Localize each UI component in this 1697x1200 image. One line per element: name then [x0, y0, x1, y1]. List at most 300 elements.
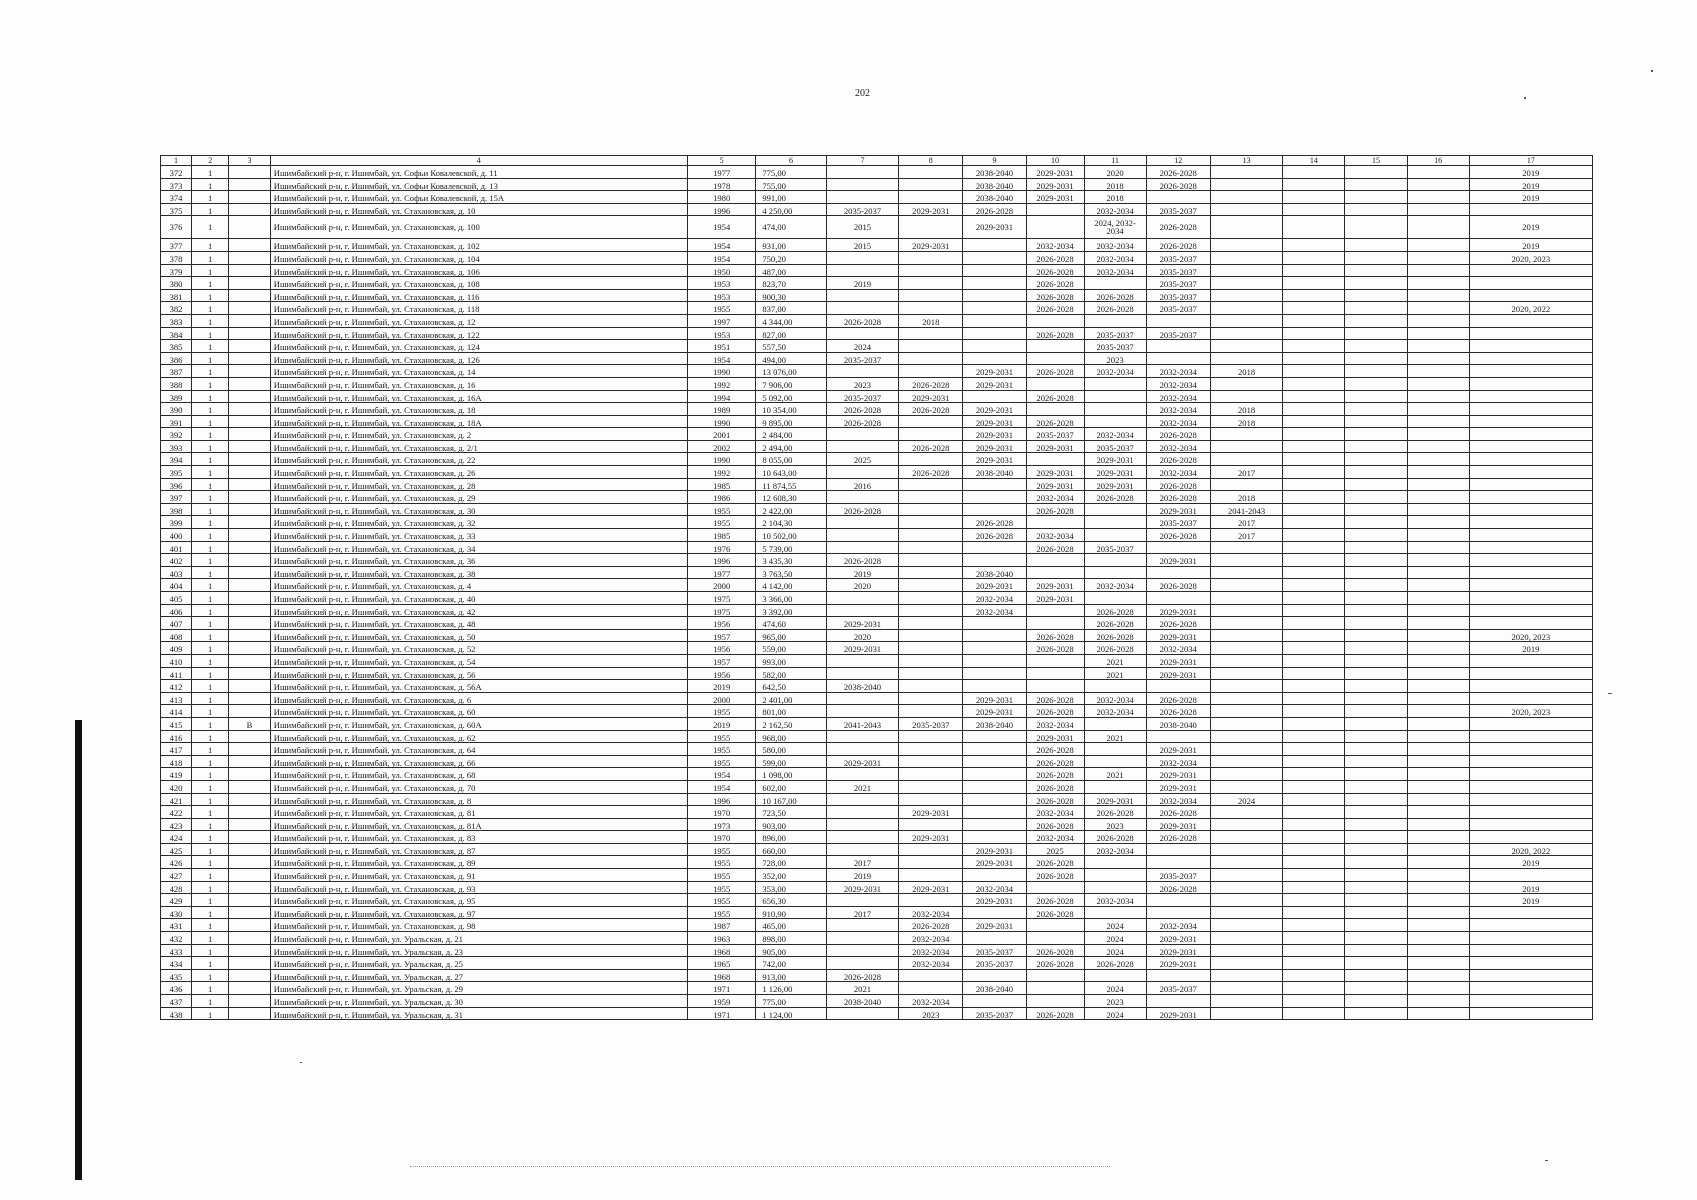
table-cell: 413: [161, 692, 192, 705]
table-cell: 2026-2028: [1026, 503, 1084, 516]
table-cell: [899, 503, 963, 516]
table-cell: 2019: [1469, 894, 1592, 907]
table-cell: [1407, 251, 1469, 264]
table-cell: [963, 340, 1026, 353]
table-cell: 2038-2040: [963, 191, 1026, 204]
table-cell: [963, 390, 1026, 403]
address-cell: Ишимбайский р-н, г. Ишимбай, ул. Стахановская, д. 6: [270, 692, 687, 705]
table-cell: 474,00: [756, 216, 826, 239]
table-cell: [1283, 617, 1345, 630]
table-cell: 427: [161, 869, 192, 882]
table-cell: [1210, 642, 1282, 655]
table-cell: 2029-2031: [963, 843, 1026, 856]
table-cell: [1407, 377, 1469, 390]
table-cell: [229, 491, 270, 504]
table-cell: [1283, 818, 1345, 831]
table-cell: 1968: [688, 969, 756, 982]
table-cell: 1955: [688, 906, 756, 919]
table-cell: [1210, 629, 1282, 642]
table-cell: [1283, 415, 1345, 428]
table-cell: [1469, 516, 1592, 529]
table-cell: 2035-2037: [1084, 340, 1146, 353]
table-cell: 2018: [1084, 178, 1146, 191]
table-cell: [1407, 982, 1469, 995]
address-cell: Ишимбайский р-н, г. Ишимбай, ул. Стахановская, д. 18А: [270, 415, 687, 428]
table-cell: [826, 529, 898, 542]
table-cell: 1: [192, 654, 229, 667]
table-cell: 2032-2034: [1026, 529, 1084, 542]
table-cell: 1: [192, 566, 229, 579]
address-cell: Ишимбайский р-н, г. Ишимбай, ул. Стахановская, д. 102: [270, 239, 687, 252]
table-row: [161, 969, 1593, 982]
table-cell: [899, 491, 963, 504]
table-cell: [229, 327, 270, 340]
table-cell: [1283, 314, 1345, 327]
scan-speck: [300, 1062, 302, 1063]
table-cell: [1210, 352, 1282, 365]
table-cell: [1469, 617, 1592, 630]
table-cell: 2026-2028: [1026, 818, 1084, 831]
table-cell: 2026-2028: [1084, 604, 1146, 617]
table-cell: 2015: [826, 239, 898, 252]
table-cell: 2026-2028: [963, 529, 1026, 542]
table-cell: [229, 692, 270, 705]
address-cell: Ишимбайский р-н, г. Ишимбай, ул. Стахановская, д. 10: [270, 203, 687, 216]
table-cell: 2032-2034: [899, 944, 963, 957]
table-cell: 2029-2031: [963, 705, 1026, 718]
table-cell: [1345, 216, 1407, 239]
table-cell: [229, 932, 270, 945]
table-cell: 2029-2031: [1026, 466, 1084, 479]
table-cell: [1469, 340, 1592, 353]
table-cell: [1345, 554, 1407, 567]
table-cell: 11 874,55: [756, 478, 826, 491]
table-cell: [1345, 806, 1407, 819]
table-cell: 383: [161, 314, 192, 327]
table-cell: 2032-2034: [1146, 415, 1210, 428]
address-cell: Ишимбайский р-н, г. Ишимбай, ул. Стахановская, д. 56А: [270, 680, 687, 693]
table-cell: [899, 667, 963, 680]
table-cell: [1283, 365, 1345, 378]
table-cell: [1026, 654, 1084, 667]
table-cell: 2029-2031: [1146, 503, 1210, 516]
table-cell: 3 763,50: [756, 566, 826, 579]
table-cell: [1084, 516, 1146, 529]
table-cell: [1210, 806, 1282, 819]
table-cell: 1954: [688, 251, 756, 264]
table-cell: 1951: [688, 340, 756, 353]
address-cell: Ишимбайский р-н, г. Ишимбай, ул. Стахановская, д. 50: [270, 629, 687, 642]
table-row: [161, 592, 1593, 605]
table-cell: [229, 191, 270, 204]
table-cell: [1407, 302, 1469, 315]
table-row: [161, 239, 1593, 252]
table-cell: 420: [161, 780, 192, 793]
table-cell: 2029-2031: [1026, 166, 1084, 179]
table-cell: [963, 667, 1026, 680]
table-cell: 426: [161, 856, 192, 869]
table-cell: [826, 302, 898, 315]
table-cell: [1469, 352, 1592, 365]
table-cell: 1971: [688, 982, 756, 995]
table-cell: 1: [192, 995, 229, 1008]
table-cell: 2021: [826, 780, 898, 793]
table-cell: [963, 352, 1026, 365]
address-cell: Ишимбайский р-н, г. Ишимбай, ул. Стахановская, д. 52: [270, 642, 687, 655]
address-cell: Ишимбайский р-н, г. Ишимбай, ул. Стахановская, д. 98: [270, 919, 687, 932]
table-cell: [1084, 314, 1146, 327]
table-cell: 2032-2034: [1026, 239, 1084, 252]
table-cell: 393: [161, 440, 192, 453]
table-cell: [1283, 592, 1345, 605]
table-cell: 2026-2028: [1146, 239, 1210, 252]
table-cell: 2 162,50: [756, 717, 826, 730]
table-cell: [963, 478, 1026, 491]
table-cell: 418: [161, 755, 192, 768]
table-cell: 2029-2031: [899, 831, 963, 844]
table-cell: 2026-2028: [1146, 428, 1210, 441]
table-cell: 2018: [1210, 491, 1282, 504]
table-cell: 1: [192, 277, 229, 290]
table-cell: 1: [192, 604, 229, 617]
table-cell: [229, 302, 270, 315]
column-number-cell: 17: [1469, 156, 1592, 166]
table-cell: 2026-2028: [1146, 478, 1210, 491]
table-cell: [1407, 944, 1469, 957]
table-cell: 2020, 2023: [1469, 629, 1592, 642]
table-cell: [1407, 932, 1469, 945]
table-row: [161, 642, 1593, 655]
table-cell: 2026-2028: [1026, 251, 1084, 264]
table-cell: 2032-2034: [1084, 579, 1146, 592]
table-cell: 1: [192, 957, 229, 970]
table-cell: [1084, 856, 1146, 869]
page-number: 202: [855, 88, 870, 99]
table-row: [161, 806, 1593, 819]
table-cell: [229, 178, 270, 191]
table-cell: 419: [161, 768, 192, 781]
table-cell: [1084, 780, 1146, 793]
table-cell: 379: [161, 264, 192, 277]
table-cell: [229, 919, 270, 932]
table-cell: [1407, 466, 1469, 479]
table-row: [161, 466, 1593, 479]
table-cell: 425: [161, 843, 192, 856]
table-cell: 2026-2028: [1146, 529, 1210, 542]
table-cell: 1: [192, 667, 229, 680]
table-cell: [229, 529, 270, 542]
address-cell: Ишимбайский р-н, г. Ишимбай, ул. Стахановская, д. 18: [270, 403, 687, 416]
table-cell: [229, 478, 270, 491]
table-cell: [1283, 178, 1345, 191]
table-cell: 2032-2034: [1146, 466, 1210, 479]
table-row: [161, 995, 1593, 1008]
table-cell: 1: [192, 780, 229, 793]
table-cell: 378: [161, 251, 192, 264]
table-cell: 1: [192, 377, 229, 390]
table-cell: [1026, 667, 1084, 680]
table-cell: [1407, 717, 1469, 730]
table-cell: [826, 843, 898, 856]
table-cell: [1283, 730, 1345, 743]
table-cell: [1469, 957, 1592, 970]
table-cell: 2029-2031: [899, 881, 963, 894]
table-cell: [229, 251, 270, 264]
table-cell: [1469, 529, 1592, 542]
table-cell: [1407, 869, 1469, 882]
table-cell: 2019: [1469, 178, 1592, 191]
table-cell: 2026-2028: [1146, 178, 1210, 191]
table-cell: [899, 743, 963, 756]
table-cell: [899, 604, 963, 617]
table-cell: [1210, 843, 1282, 856]
table-cell: [1283, 629, 1345, 642]
table-cell: [1026, 203, 1084, 216]
table-cell: 2019: [688, 717, 756, 730]
table-cell: 1992: [688, 466, 756, 479]
table-cell: [1407, 768, 1469, 781]
table-cell: [1345, 166, 1407, 179]
table-row: [161, 843, 1593, 856]
table-cell: [1345, 251, 1407, 264]
table-cell: 823,70: [756, 277, 826, 290]
table-cell: 2035-2037: [1146, 277, 1210, 290]
table-cell: [1283, 264, 1345, 277]
table-cell: [1345, 906, 1407, 919]
table-cell: 2026-2028: [1026, 1007, 1084, 1020]
table-cell: 968,00: [756, 730, 826, 743]
table-cell: [1345, 478, 1407, 491]
address-cell: Ишимбайский р-н, г. Ишимбай, ул. Стахановская, д. 8: [270, 793, 687, 806]
table-cell: [826, 466, 898, 479]
table-cell: [899, 680, 963, 693]
table-row: [161, 251, 1593, 264]
table-cell: [1469, 717, 1592, 730]
table-cell: [1210, 453, 1282, 466]
table-cell: 2032-2034: [1146, 365, 1210, 378]
table-cell: [963, 818, 1026, 831]
table-cell: [1407, 642, 1469, 655]
table-cell: [1210, 166, 1282, 179]
table-row: [161, 478, 1593, 491]
table-cell: [1210, 251, 1282, 264]
table-cell: [1283, 680, 1345, 693]
table-cell: [1407, 629, 1469, 642]
table-cell: 2019: [1469, 856, 1592, 869]
table-cell: [1345, 743, 1407, 756]
table-cell: [229, 982, 270, 995]
table-cell: [1210, 768, 1282, 781]
table-cell: [1283, 944, 1345, 957]
column-number-cell: 9: [963, 156, 1026, 166]
table-cell: 2023: [899, 1007, 963, 1020]
table-cell: 2035-2037: [1146, 264, 1210, 277]
table-cell: [229, 831, 270, 844]
table-row: [161, 390, 1593, 403]
table-cell: 1973: [688, 818, 756, 831]
table-cell: [1407, 793, 1469, 806]
table-cell: [229, 818, 270, 831]
table-cell: [899, 869, 963, 882]
table-cell: [229, 667, 270, 680]
table-cell: 2029-2031: [1146, 932, 1210, 945]
table-cell: [1210, 995, 1282, 1008]
table-cell: [1283, 390, 1345, 403]
table-cell: 898,00: [756, 932, 826, 945]
table-cell: [229, 415, 270, 428]
table-cell: [1210, 289, 1282, 302]
table-cell: 2032-2034: [1026, 831, 1084, 844]
table-cell: 2026-2028: [1146, 617, 1210, 630]
table-cell: 1975: [688, 592, 756, 605]
table-cell: [1210, 944, 1282, 957]
address-cell: Ишимбайский р-н, г. Ишимбай, ул. Уральская, д. 23: [270, 944, 687, 957]
table-cell: 1971: [688, 1007, 756, 1020]
table-cell: [229, 906, 270, 919]
table-cell: [1026, 516, 1084, 529]
table-cell: [1345, 516, 1407, 529]
table-cell: 2021: [826, 982, 898, 995]
table-cell: [1084, 680, 1146, 693]
table-row: [161, 503, 1593, 516]
table-cell: 2032-2034: [1146, 642, 1210, 655]
table-cell: [1407, 440, 1469, 453]
table-cell: [963, 654, 1026, 667]
table-cell: [826, 692, 898, 705]
table-cell: 1992: [688, 377, 756, 390]
table-cell: [899, 843, 963, 856]
table-cell: 394: [161, 453, 192, 466]
table-cell: [1345, 629, 1407, 642]
address-cell: Ишимбайский р-н, г. Ишимбай, ул. Стахановская, д. 66: [270, 755, 687, 768]
table-cell: [1210, 881, 1282, 894]
table-cell: [1146, 856, 1210, 869]
table-cell: [1345, 604, 1407, 617]
table-cell: [229, 755, 270, 768]
table-cell: 2029-2031: [1026, 440, 1084, 453]
table-cell: [1345, 491, 1407, 504]
table-cell: 2015: [826, 216, 898, 239]
table-cell: 435: [161, 969, 192, 982]
table-cell: 1: [192, 541, 229, 554]
table-cell: 2000: [688, 692, 756, 705]
table-cell: [1283, 491, 1345, 504]
table-cell: [1283, 654, 1345, 667]
table-cell: [899, 818, 963, 831]
address-cell: Ишимбайский р-н, г. Ишимбай, ул. Стахановская, д. 87: [270, 843, 687, 856]
table-cell: 1: [192, 239, 229, 252]
table-cell: 2026-2028: [1026, 629, 1084, 642]
table-cell: [1283, 869, 1345, 882]
table-row: [161, 743, 1593, 756]
table-cell: 1959: [688, 995, 756, 1008]
table-cell: 2035-2037: [1146, 516, 1210, 529]
table-row: [161, 541, 1593, 554]
table-cell: [963, 277, 1026, 290]
table-cell: 2026-2028: [1026, 415, 1084, 428]
table-cell: 376: [161, 216, 192, 239]
table-cell: [1210, 743, 1282, 756]
table-cell: [1026, 453, 1084, 466]
table-cell: [1345, 982, 1407, 995]
table-cell: [229, 969, 270, 982]
table-cell: 389: [161, 390, 192, 403]
table-cell: 2029-2031: [1146, 944, 1210, 957]
table-cell: [1469, 491, 1592, 504]
table-cell: [1407, 957, 1469, 970]
table-cell: 2035-2037: [1146, 251, 1210, 264]
table-cell: 2035-2037: [1084, 327, 1146, 340]
table-cell: [1283, 478, 1345, 491]
table-cell: 2026-2028: [1146, 692, 1210, 705]
table-cell: 1955: [688, 881, 756, 894]
table-cell: [1026, 919, 1084, 932]
table-cell: 2029-2031: [1026, 191, 1084, 204]
table-cell: 1: [192, 717, 229, 730]
table-cell: [1283, 352, 1345, 365]
table-cell: [229, 894, 270, 907]
table-cell: 2029-2031: [899, 390, 963, 403]
table-cell: 2032-2034: [1084, 239, 1146, 252]
table-row: [161, 191, 1593, 204]
table-cell: [1469, 592, 1592, 605]
table-cell: [899, 982, 963, 995]
address-cell: Ишимбайский р-н, г. Ишимбай, ул. Стахановская, д. 104: [270, 251, 687, 264]
table-cell: 401: [161, 541, 192, 554]
table-cell: [1283, 440, 1345, 453]
table-cell: 2032-2034: [1084, 894, 1146, 907]
table-row: [161, 440, 1593, 453]
table-cell: 2026-2028: [1146, 216, 1210, 239]
table-cell: [1283, 642, 1345, 655]
table-cell: 991,00: [756, 191, 826, 204]
table-cell: [1283, 743, 1345, 756]
table-cell: 1: [192, 629, 229, 642]
address-cell: Ишимбайский р-н, г. Ишимбай, ул. Стахановская, д. 36: [270, 554, 687, 567]
table-cell: [1345, 365, 1407, 378]
table-cell: 1: [192, 730, 229, 743]
table-cell: 2029-2031: [826, 617, 898, 630]
table-cell: 2032-2034: [1084, 692, 1146, 705]
table-cell: [826, 730, 898, 743]
table-cell: [1084, 277, 1146, 290]
table-cell: 2019: [1469, 881, 1592, 894]
table-cell: 1985: [688, 529, 756, 542]
table-cell: [1084, 415, 1146, 428]
table-cell: [1345, 843, 1407, 856]
table-cell: 2029-2031: [963, 403, 1026, 416]
table-cell: [229, 352, 270, 365]
table-cell: 10 502,00: [756, 529, 826, 542]
table-cell: [1283, 780, 1345, 793]
table-cell: [1084, 377, 1146, 390]
table-cell: [1407, 541, 1469, 554]
table-cell: [826, 944, 898, 957]
table-cell: [1345, 428, 1407, 441]
table-cell: 1 126,00: [756, 982, 826, 995]
table-cell: 1: [192, 365, 229, 378]
table-cell: 2024: [1084, 1007, 1146, 1020]
table-cell: [1283, 566, 1345, 579]
table-cell: 1996: [688, 793, 756, 806]
column-number-cell: 11: [1084, 156, 1146, 166]
table-cell: 400: [161, 529, 192, 542]
table-cell: 2019: [1469, 239, 1592, 252]
table-cell: 2024: [1084, 932, 1146, 945]
address-cell: Ишимбайский р-н, г. Ишимбай, ул. Стахановская, д. 81А: [270, 818, 687, 831]
table-cell: [1026, 604, 1084, 617]
table-cell: [1283, 881, 1345, 894]
